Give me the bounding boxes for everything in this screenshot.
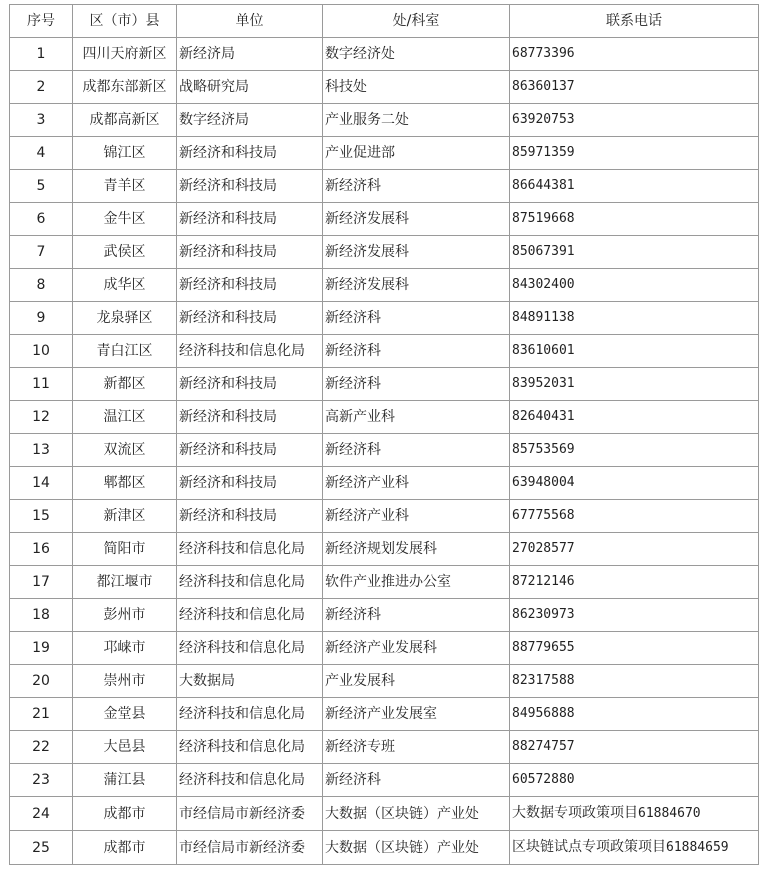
row-department: 新经济科 (323, 434, 510, 467)
row-department: 新经济科 (323, 764, 510, 797)
row-phone-cell (510, 632, 759, 665)
row-index: 8 (10, 269, 73, 302)
row-unit: 经济科技和信息化局 (177, 698, 323, 731)
row-phone-number: 27028577 (512, 541, 575, 556)
row-index: 2 (10, 71, 73, 104)
row-unit: 新经济和科技局 (177, 236, 323, 269)
row-department: 高新产业科 (323, 401, 510, 434)
row-department: 科技处 (323, 71, 510, 104)
row-department: 新经济科 (323, 599, 510, 632)
row-index: 9 (10, 302, 73, 335)
row-department: 新经济专班 (323, 731, 510, 764)
row-index: 5 (10, 170, 73, 203)
row-district: 崇州市 (73, 665, 177, 698)
row-department: 数字经济处 (323, 38, 510, 71)
row-phone-number: 61884659 (666, 840, 729, 855)
row-phone-number: 85067391 (512, 244, 575, 259)
row-district: 双流区 (73, 434, 177, 467)
row-phone-cell (510, 731, 759, 764)
row-phone-number: 85753569 (512, 442, 575, 457)
table-row (10, 236, 759, 269)
row-district: 简阳市 (73, 533, 177, 566)
row-district: 彭州市 (73, 599, 177, 632)
row-district: 新津区 (73, 500, 177, 533)
row-district: 成都市 (73, 797, 177, 831)
header-unit: 单位 (177, 5, 323, 38)
row-phone-cell (510, 38, 759, 71)
row-unit: 新经济和科技局 (177, 302, 323, 335)
row-phone-cell (510, 500, 759, 533)
row-phone-cell (510, 831, 759, 865)
row-department: 新经济规划发展科 (323, 533, 510, 566)
row-phone-label: 区块链试点专项政策项目 (512, 839, 666, 855)
row-index: 17 (10, 566, 73, 599)
table-row (10, 599, 759, 632)
row-phone-number: 82640431 (512, 409, 575, 424)
row-phone-number: 86230973 (512, 607, 575, 622)
row-phone-label: 大数据专项政策项目 (512, 805, 638, 821)
table-row (10, 831, 759, 865)
row-district: 金堂县 (73, 698, 177, 731)
row-unit: 新经济和科技局 (177, 434, 323, 467)
row-unit: 经济科技和信息化局 (177, 764, 323, 797)
row-department: 产业发展科 (323, 665, 510, 698)
row-index: 19 (10, 632, 73, 665)
row-phone-cell (510, 764, 759, 797)
row-phone-cell (510, 797, 759, 831)
row-district: 四川天府新区 (73, 38, 177, 71)
row-district: 蒲江县 (73, 764, 177, 797)
row-department: 产业促进部 (323, 137, 510, 170)
row-phone-number: 84956888 (512, 706, 575, 721)
row-department: 大数据（区块链）产业处 (323, 831, 510, 865)
table-row (10, 533, 759, 566)
row-phone-number: 86360137 (512, 79, 575, 94)
row-phone-number: 82317588 (512, 673, 575, 688)
row-phone-number: 87212146 (512, 574, 575, 589)
row-unit: 大数据局 (177, 665, 323, 698)
row-unit: 新经济和科技局 (177, 269, 323, 302)
table-row (10, 434, 759, 467)
header-index: 序号 (10, 5, 73, 38)
row-phone-number: 83610601 (512, 343, 575, 358)
row-phone-cell (510, 533, 759, 566)
row-unit: 经济科技和信息化局 (177, 335, 323, 368)
row-index: 14 (10, 467, 73, 500)
row-unit: 数字经济局 (177, 104, 323, 137)
row-phone-cell (510, 401, 759, 434)
row-phone-cell (510, 203, 759, 236)
table-body (10, 38, 759, 865)
row-district: 大邑县 (73, 731, 177, 764)
row-phone-cell (510, 335, 759, 368)
row-district: 成都高新区 (73, 104, 177, 137)
table-row (10, 731, 759, 764)
row-unit: 经济科技和信息化局 (177, 566, 323, 599)
row-district: 成都东部新区 (73, 71, 177, 104)
row-phone-cell (510, 599, 759, 632)
row-index: 25 (10, 831, 73, 865)
row-unit: 新经济和科技局 (177, 368, 323, 401)
row-index: 1 (10, 38, 73, 71)
row-department: 大数据（区块链）产业处 (323, 797, 510, 831)
row-index: 3 (10, 104, 73, 137)
row-unit: 新经济局 (177, 38, 323, 71)
row-unit: 市经信局市新经济委 (177, 831, 323, 865)
row-unit: 经济科技和信息化局 (177, 731, 323, 764)
row-district: 郫都区 (73, 467, 177, 500)
row-unit: 战略研究局 (177, 71, 323, 104)
row-department: 新经济产业发展科 (323, 632, 510, 665)
row-phone-number: 85971359 (512, 145, 575, 160)
row-department: 新经济科 (323, 335, 510, 368)
table-row (10, 269, 759, 302)
row-phone-cell (510, 236, 759, 269)
row-index: 21 (10, 698, 73, 731)
table-row (10, 797, 759, 831)
row-phone-cell (510, 368, 759, 401)
row-unit: 经济科技和信息化局 (177, 599, 323, 632)
row-district: 成都市 (73, 831, 177, 865)
row-phone-number: 67775568 (512, 508, 575, 523)
table-row (10, 335, 759, 368)
header-district: 区（市）县 (73, 5, 177, 38)
row-department: 产业服务二处 (323, 104, 510, 137)
row-department: 新经济发展科 (323, 203, 510, 236)
row-index: 15 (10, 500, 73, 533)
row-phone-number: 86644381 (512, 178, 575, 193)
row-phone-number: 88779655 (512, 640, 575, 655)
row-index: 4 (10, 137, 73, 170)
row-index: 11 (10, 368, 73, 401)
table-row (10, 302, 759, 335)
row-phone-cell (510, 71, 759, 104)
row-department: 新经济科 (323, 170, 510, 203)
header-department: 处/科室 (323, 5, 510, 38)
table-row (10, 71, 759, 104)
row-index: 7 (10, 236, 73, 269)
row-unit: 新经济和科技局 (177, 467, 323, 500)
row-phone-cell (510, 269, 759, 302)
row-district: 都江堰市 (73, 566, 177, 599)
row-department: 新经济产业科 (323, 467, 510, 500)
row-index: 10 (10, 335, 73, 368)
row-phone-number: 87519668 (512, 211, 575, 226)
row-unit: 经济科技和信息化局 (177, 533, 323, 566)
row-department: 新经济发展科 (323, 236, 510, 269)
row-department: 新经济科 (323, 302, 510, 335)
row-index: 20 (10, 665, 73, 698)
row-phone-number: 68773396 (512, 46, 575, 61)
row-district: 武侯区 (73, 236, 177, 269)
table-row (10, 500, 759, 533)
row-phone-number: 61884670 (638, 806, 701, 821)
row-district: 温江区 (73, 401, 177, 434)
row-phone-cell (510, 467, 759, 500)
row-phone-cell (510, 566, 759, 599)
table-row (10, 764, 759, 797)
row-district: 龙泉驿区 (73, 302, 177, 335)
table-row (10, 137, 759, 170)
row-unit: 经济科技和信息化局 (177, 632, 323, 665)
row-index: 16 (10, 533, 73, 566)
row-district: 青羊区 (73, 170, 177, 203)
table-row (10, 38, 759, 71)
row-index: 22 (10, 731, 73, 764)
header-phone: 联系电话 (510, 5, 759, 38)
row-phone-number: 83952031 (512, 376, 575, 391)
row-district: 金牛区 (73, 203, 177, 236)
row-phone-number: 63948004 (512, 475, 575, 490)
row-phone-cell (510, 302, 759, 335)
row-unit: 新经济和科技局 (177, 170, 323, 203)
table-row (10, 566, 759, 599)
row-phone-number: 88274757 (512, 739, 575, 754)
row-phone-cell (510, 698, 759, 731)
row-index: 18 (10, 599, 73, 632)
row-district: 青白江区 (73, 335, 177, 368)
row-unit: 新经济和科技局 (177, 401, 323, 434)
row-index: 24 (10, 797, 73, 831)
table-row (10, 467, 759, 500)
row-department: 新经济产业发展室 (323, 698, 510, 731)
row-district: 锦江区 (73, 137, 177, 170)
row-phone-cell (510, 170, 759, 203)
row-department: 新经济发展科 (323, 269, 510, 302)
table-header-row (10, 5, 759, 38)
table-row (10, 401, 759, 434)
row-index: 12 (10, 401, 73, 434)
table-row (10, 203, 759, 236)
row-unit: 新经济和科技局 (177, 203, 323, 236)
row-phone-cell (510, 104, 759, 137)
row-phone-number: 84891138 (512, 310, 575, 325)
table-row (10, 665, 759, 698)
row-unit: 新经济和科技局 (177, 500, 323, 533)
row-district: 新都区 (73, 368, 177, 401)
row-department: 新经济科 (323, 368, 510, 401)
row-index: 23 (10, 764, 73, 797)
row-district: 成华区 (73, 269, 177, 302)
row-department: 新经济产业科 (323, 500, 510, 533)
row-phone-cell (510, 434, 759, 467)
table-row (10, 104, 759, 137)
table-row (10, 698, 759, 731)
row-phone-number: 60572880 (512, 772, 575, 787)
row-index: 13 (10, 434, 73, 467)
row-unit: 市经信局市新经济委 (177, 797, 323, 831)
row-phone-number: 63920753 (512, 112, 575, 127)
row-index: 6 (10, 203, 73, 236)
row-phone-cell (510, 137, 759, 170)
row-phone-cell (510, 665, 759, 698)
row-district: 邛崃市 (73, 632, 177, 665)
row-department: 软件产业推进办公室 (323, 566, 510, 599)
table-row (10, 632, 759, 665)
table-row (10, 170, 759, 203)
row-unit: 新经济和科技局 (177, 137, 323, 170)
contacts-table (9, 4, 759, 865)
table-row (10, 368, 759, 401)
row-phone-number: 84302400 (512, 277, 575, 292)
